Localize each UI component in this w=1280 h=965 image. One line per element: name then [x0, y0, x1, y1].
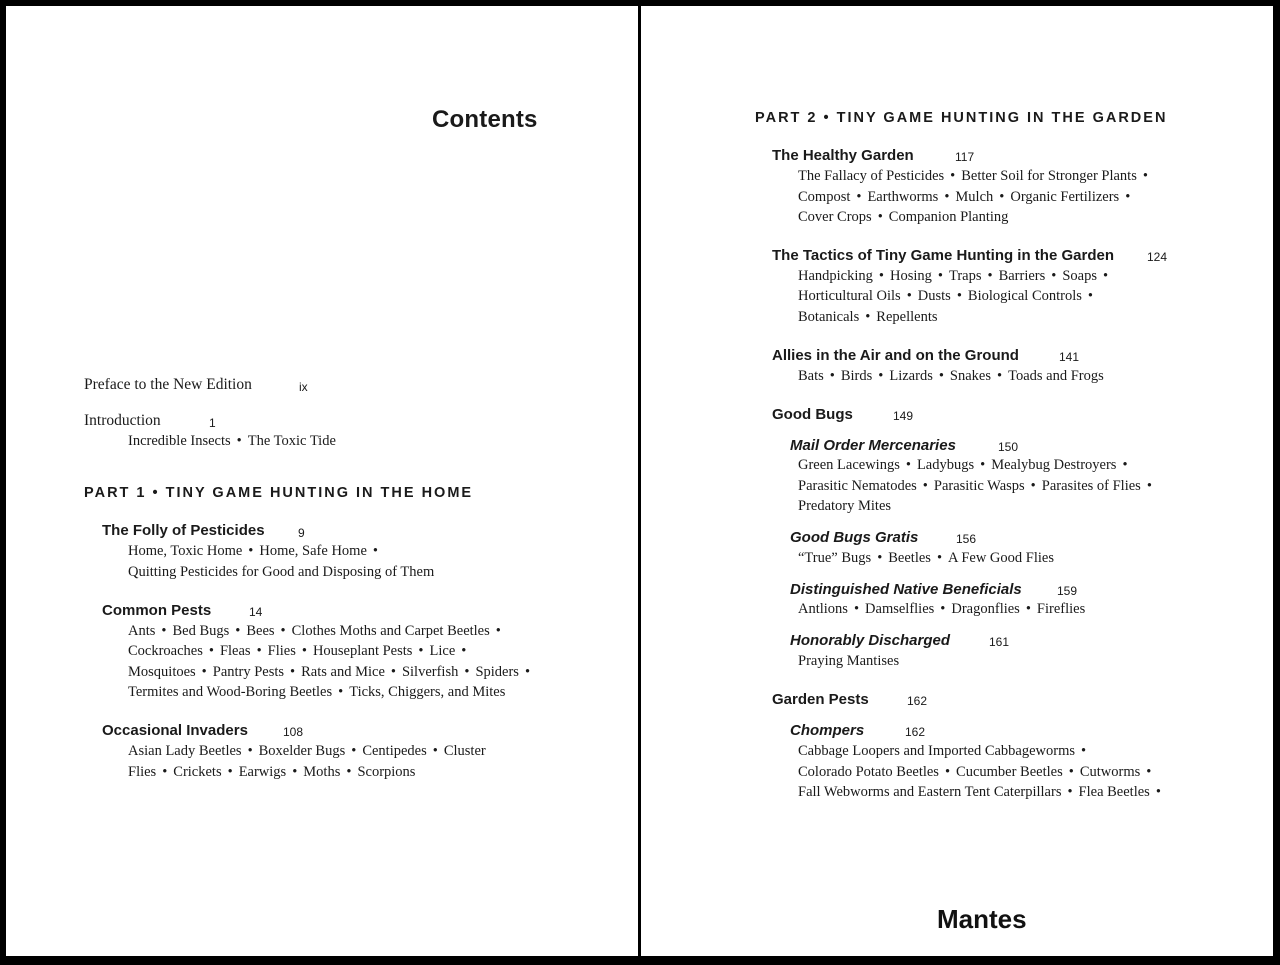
section-title: Chompers [790, 722, 865, 739]
chapter-line: Home, Toxic Home • Home, Safe Home • [128, 543, 378, 559]
chapter-page: 108 [283, 725, 304, 739]
section-line: Fall Webworms and Eastern Tent Caterpillars • Flea Beetles • [798, 784, 1161, 800]
bleed-text: Mantes [937, 904, 1027, 934]
section-line: Cabbage Loopers and Imported Cabbageworms • [798, 743, 1087, 759]
section-title: Good Bugs Gratis [790, 529, 919, 546]
chapter-title: Garden Pests [772, 691, 869, 708]
chapter-title: Allies in the Air and on the Ground [772, 347, 1019, 364]
chapter-line: Botanicals • Repellents [798, 309, 938, 325]
chapter-line: Mosquitoes • Pantry Pests • Rats and Mice • Silverfish • Spiders • [128, 664, 531, 680]
chapter-line: Horticultural Oils • Dusts • Biological Controls • [798, 288, 1093, 304]
section-line: Praying Mantises [798, 653, 900, 669]
chapter-title: Common Pests [102, 602, 212, 619]
section-line: “True” Bugs • Beetles • A Few Good Flies [798, 550, 1054, 566]
preface-page: ix [299, 380, 308, 394]
chapter-line: Termites and Wood-Boring Beetles • Ticks, Chiggers, and Mites [128, 684, 506, 700]
section-page: 161 [989, 635, 1010, 649]
section-line: Parasitic Nematodes • Parasitic Wasps • Parasites of Flies • [798, 478, 1152, 494]
section-title: Honorably Discharged [790, 632, 951, 649]
chapter-line: Quitting Pesticides for Good and Disposing of Them [128, 564, 435, 580]
section-title: Distinguished Native Beneficials [790, 581, 1022, 598]
chapter-title: The Tactics of Tiny Game Hunting in the Garden [772, 247, 1114, 264]
intro-items: Incredible Insects • The Toxic Tide [128, 433, 336, 449]
section-line: Predatory Mites [798, 498, 892, 514]
section-line: Green Lacewings • Ladybugs • Mealybug Destroyers • [798, 457, 1128, 473]
preface-title: Preface to the New Edition [84, 376, 252, 393]
chapter-line: Flies • Crickets • Earwigs • Moths • Scorpions [128, 764, 416, 780]
chapter-line: Compost • Earthworms • Mulch • Organic Fertilizers • [798, 189, 1131, 205]
intro-page: 1 [209, 416, 216, 430]
page-title: Contents [432, 106, 538, 133]
chapter-line: Cover Crops • Companion Planting [798, 209, 1009, 225]
chapter-page: 149 [893, 409, 914, 423]
section-page: 159 [1057, 584, 1078, 598]
chapter-line: The Fallacy of Pesticides • Better Soil for Stronger Plants • [798, 168, 1148, 184]
chapter-title: The Healthy Garden [772, 147, 914, 164]
chapter-line: Ants • Bed Bugs • Bees • Clothes Moths and Carpet Beetles • [128, 623, 501, 639]
preface-entry [84, 376, 252, 394]
section-line: Colorado Potato Beetles • Cucumber Beetles • Cutworms • [798, 764, 1152, 780]
chapter-line: Handpicking • Hosing • Traps • Barriers • Soaps • [798, 268, 1109, 284]
section-page: 156 [956, 532, 977, 546]
chapter-line: Asian Lady Beetles • Boxelder Bugs • Centipedes • Cluster [128, 743, 486, 759]
right-page [641, 6, 1273, 956]
chapter-title: Occasional Invaders [102, 722, 248, 739]
chapter-title: The Folly of Pesticides [102, 522, 265, 539]
chapter-title: Good Bugs [772, 406, 853, 423]
chapter-page: 124 [1147, 250, 1168, 264]
section-page: 150 [998, 440, 1019, 454]
chapter-line: Bats • Birds • Lizards • Snakes • Toads and Frogs [798, 368, 1104, 384]
chapter-page: 117 [955, 150, 975, 164]
chapter-page: 9 [298, 526, 305, 540]
chapter-page: 141 [1059, 350, 1080, 364]
section-page: 162 [905, 725, 926, 739]
left-page [6, 6, 638, 956]
section-title: Mail Order Mercenaries [790, 437, 956, 454]
chapter-page: 14 [249, 605, 263, 619]
part2-heading: PART 2 • TINY GAME HUNTING IN THE GARDEN [755, 110, 1168, 126]
chapter-line: Cockroaches • Fleas • Flies • Houseplant Pests • Lice • [128, 643, 467, 659]
section-line: Antlions • Damselflies • Dragonflies • Fireflies [798, 601, 1086, 617]
part1-heading: PART 1 • TINY GAME HUNTING IN THE HOME [84, 485, 474, 501]
intro-title: Introduction [84, 412, 161, 429]
chapter-page: 162 [907, 694, 928, 708]
